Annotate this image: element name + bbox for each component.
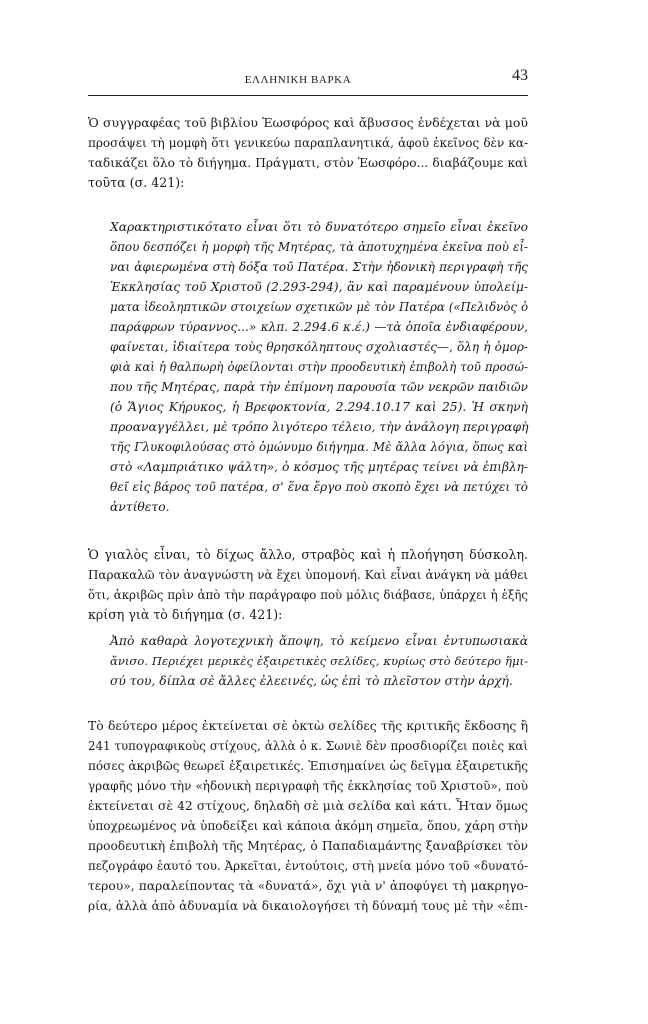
block-quote-2 — [110, 631, 528, 691]
quote-line: ἄνισο. Περιέχει μερικὲς ἐξαιρετικὲς σελίδες, κυρίως στὸ δεύτερο ἥμι- — [110, 654, 528, 668]
text-line: προοδευτικὴ ἐπιβολὴ τῆς Μητέρας, ὁ Παπαδιαμάντης ξαναβρίσκει τὸν — [88, 839, 528, 853]
quote-line: ματα ἰδεοληπτικῶν στοιχείων σχετικῶν μὲ τὸν Πατέρα («Πελιδνὸς ὁ — [110, 300, 528, 314]
text-line: τερου», παραλείποντας τὰ «δυνατά», ὄχι γιὰ ν' ἀποφύγει τὴ μακρηγο- — [88, 879, 528, 893]
text-line: γραφῆς μόνο τὴν «ἡδονικὴ περιγραφὴ τῆς ἐκκλησίας τοῦ Χριστοῦ», ποὺ — [88, 779, 528, 793]
running-title: ΕΛΛΗΝΙΚΗ ΒΑΡΚΑ — [244, 74, 352, 86]
quote-line: Ἀπὸ καθαρὰ λογοτεχνικὴ ἄποψη, τὸ κείμενο εἶναι ἐντυπωσιακὰ — [110, 634, 528, 648]
text-line: ὅτι, ἀκριβῶς πρὶν ἀπὸ τὴν παράγραφο ποὺ μόλις διάβασε, ὑπάρχει ἡ ἑξῆς — [88, 588, 528, 602]
quote-line: σύ του, δίπλα σὲ ἄλλες ἐλεεινές, ὡς ἐπὶ τὸ πλεῖστον στὴν ἀρχή. — [110, 674, 513, 688]
text-line: πεζογράφο ἑαυτό του. Ἀρκεῖται, ἐντούτοις, στὴ μνεία μόνο τοῦ «δυνατό- — [88, 859, 528, 873]
quote-line: Ἐκκλησίας τοῦ Χριστοῦ (2.293-294), ἂν καὶ παραμένουν ὑπολείμ- — [110, 280, 528, 294]
paragraph-1 — [88, 113, 528, 193]
quote-line: φιὰ καὶ ἡ θαλπωρὴ ὀφείλονται στὴν προοδευτικὴ ἐπιβολὴ τοῦ προσώ- — [110, 360, 528, 374]
paragraph-2 — [88, 545, 528, 625]
quote-line: φαίνεται, ἰδιαίτερα τοὺς θρησκόληπτους σχολιαστές—, ὅλη ἡ ὀμορ- — [110, 340, 528, 354]
quote-line: (ὁ Ἅγιος Κήρυκος, ἡ Βρεφοκτονία, 2.294.10.17 καὶ 25). Ἡ σκηνὴ — [110, 400, 528, 414]
quote-line: ὅπου δεσπόζει ἡ μορφὴ τῆς Μητέρας, τὰ ἀποτυχημένα ἐκεῖνα ποὺ εἶ- — [110, 240, 528, 254]
text-line: 241 τυπογραφικοὺς στίχους, ἀλλὰ ὁ κ. Σωνιὲ δὲν προσδιορίζει ποιὲς καὶ — [88, 739, 528, 753]
quote-line: ναι ἀφιερωμένα στὴ δόξα τοῦ Πατέρα. Στὴν ἡδονικὴ περιγραφὴ τῆς — [110, 260, 528, 274]
text-line: ρία, ἀλλὰ ἀπὸ ἀδυναμία νὰ δικαιολογήσει τὴ δύναμή τους μὲ τὴν «ἐπι- — [88, 899, 528, 913]
quote-line: παράφρων τύραννος...» κλπ. 2.294.6 κ.έ.) —τὰ ὁποῖα ἐνδιαφέρουν, — [110, 320, 528, 334]
quote-line: στὸ «Λαμπριάτικο ψάλτη», ὁ κόσμος τῆς μητέρας τείνει νὰ ἐπιβλη- — [110, 460, 528, 474]
quote-line: ἀντίθετο. — [110, 500, 170, 514]
page-number: 43 — [512, 67, 528, 84]
quote-line: θεῖ εἰς βάρος τοῦ πατέρα, σ' ἕνα ἔργο ποὺ σκοπὸ ἔχει νὰ πετύχει τὸ — [110, 480, 528, 494]
text-line: ὑποχρεωμένος νὰ ὑποδείξει καὶ κάποια ἀκόμη σημεῖα, ὅπου, χάρη στὴν — [88, 819, 528, 833]
header-rule — [88, 95, 528, 96]
text-line: Ὁ γιαλὸς εἶναι, τὸ δίχως ἄλλο, στραβὸς καὶ ἡ πλοήγηση δύσκολη. — [88, 547, 528, 562]
text-line: Τὸ δεύτερο μέρος ἐκτείνεται σὲ ὀκτὼ σελίδες τῆς κριτικῆς ἔκδοσης ἢ — [88, 718, 528, 733]
quote-line: Χαρακτηριστικότατο εἶναι ὅτι τὸ δυνατότερο σημεῖο εἶναι ἐκεῖνο — [110, 220, 528, 234]
paragraph-3 — [88, 716, 528, 916]
quote-line: προαναγγέλλει, μὲ τρόπο λιγότερο τέλειο, τὴν ἀνάλογη περιγραφὴ — [110, 420, 529, 434]
text-line: προσάψει τὴ μομφὴ ὅτι γενικεύω παραπλανητικά, ἀφοῦ ἐκεῖνος δὲν κα- — [88, 136, 528, 150]
block-quote-1 — [110, 217, 528, 517]
text-line: πόσες ἀκριβῶς θεωρεῖ ἐξαιρετικές. Ἐπισημαίνει ὡς δεῖγμα ἐξαιρετικῆς — [88, 759, 528, 773]
quote-line: που τῆς Μητέρας, παρὰ τὴν ἐπίμονη παρουσία τῶν νεκρῶν παιδιῶν — [110, 380, 528, 394]
text-line: Παρακαλῶ τὸν ἀναγνώστη νὰ ἔχει ὑπομονή. Καὶ εἶναι ἀνάγκη νὰ μάθει — [88, 568, 528, 582]
text-line: κρίση γιὰ τὸ διήγημα (σ. 421): — [88, 607, 283, 622]
text-line: Ὁ συγγραφέας τοῦ βιβλίου Ἑωσφόρος καὶ ἄβυσσος ἐνδέχεται νὰ μοῦ — [88, 115, 528, 130]
running-head — [88, 66, 528, 90]
text-line: ἐκτείνεται σὲ 42 στίχους, δηλαδὴ σὲ μιὰ σελίδα καὶ κάτι. Ἦταν ὅμως — [88, 799, 528, 813]
quote-line: τῆς Γλυκοφιλούσας στὸ ὁμώνυμο διήγημα. Μὲ ἄλλα λόγια, ὅπως καὶ — [110, 440, 528, 454]
text-line: ταδικάζει ὅλο τὸ διήγημα. Πράγματι, στὸν Ἑωσφόρο... διαβάζουμε καὶ — [88, 156, 528, 170]
text-line: τοῦτα (σ. 421): — [88, 175, 185, 190]
